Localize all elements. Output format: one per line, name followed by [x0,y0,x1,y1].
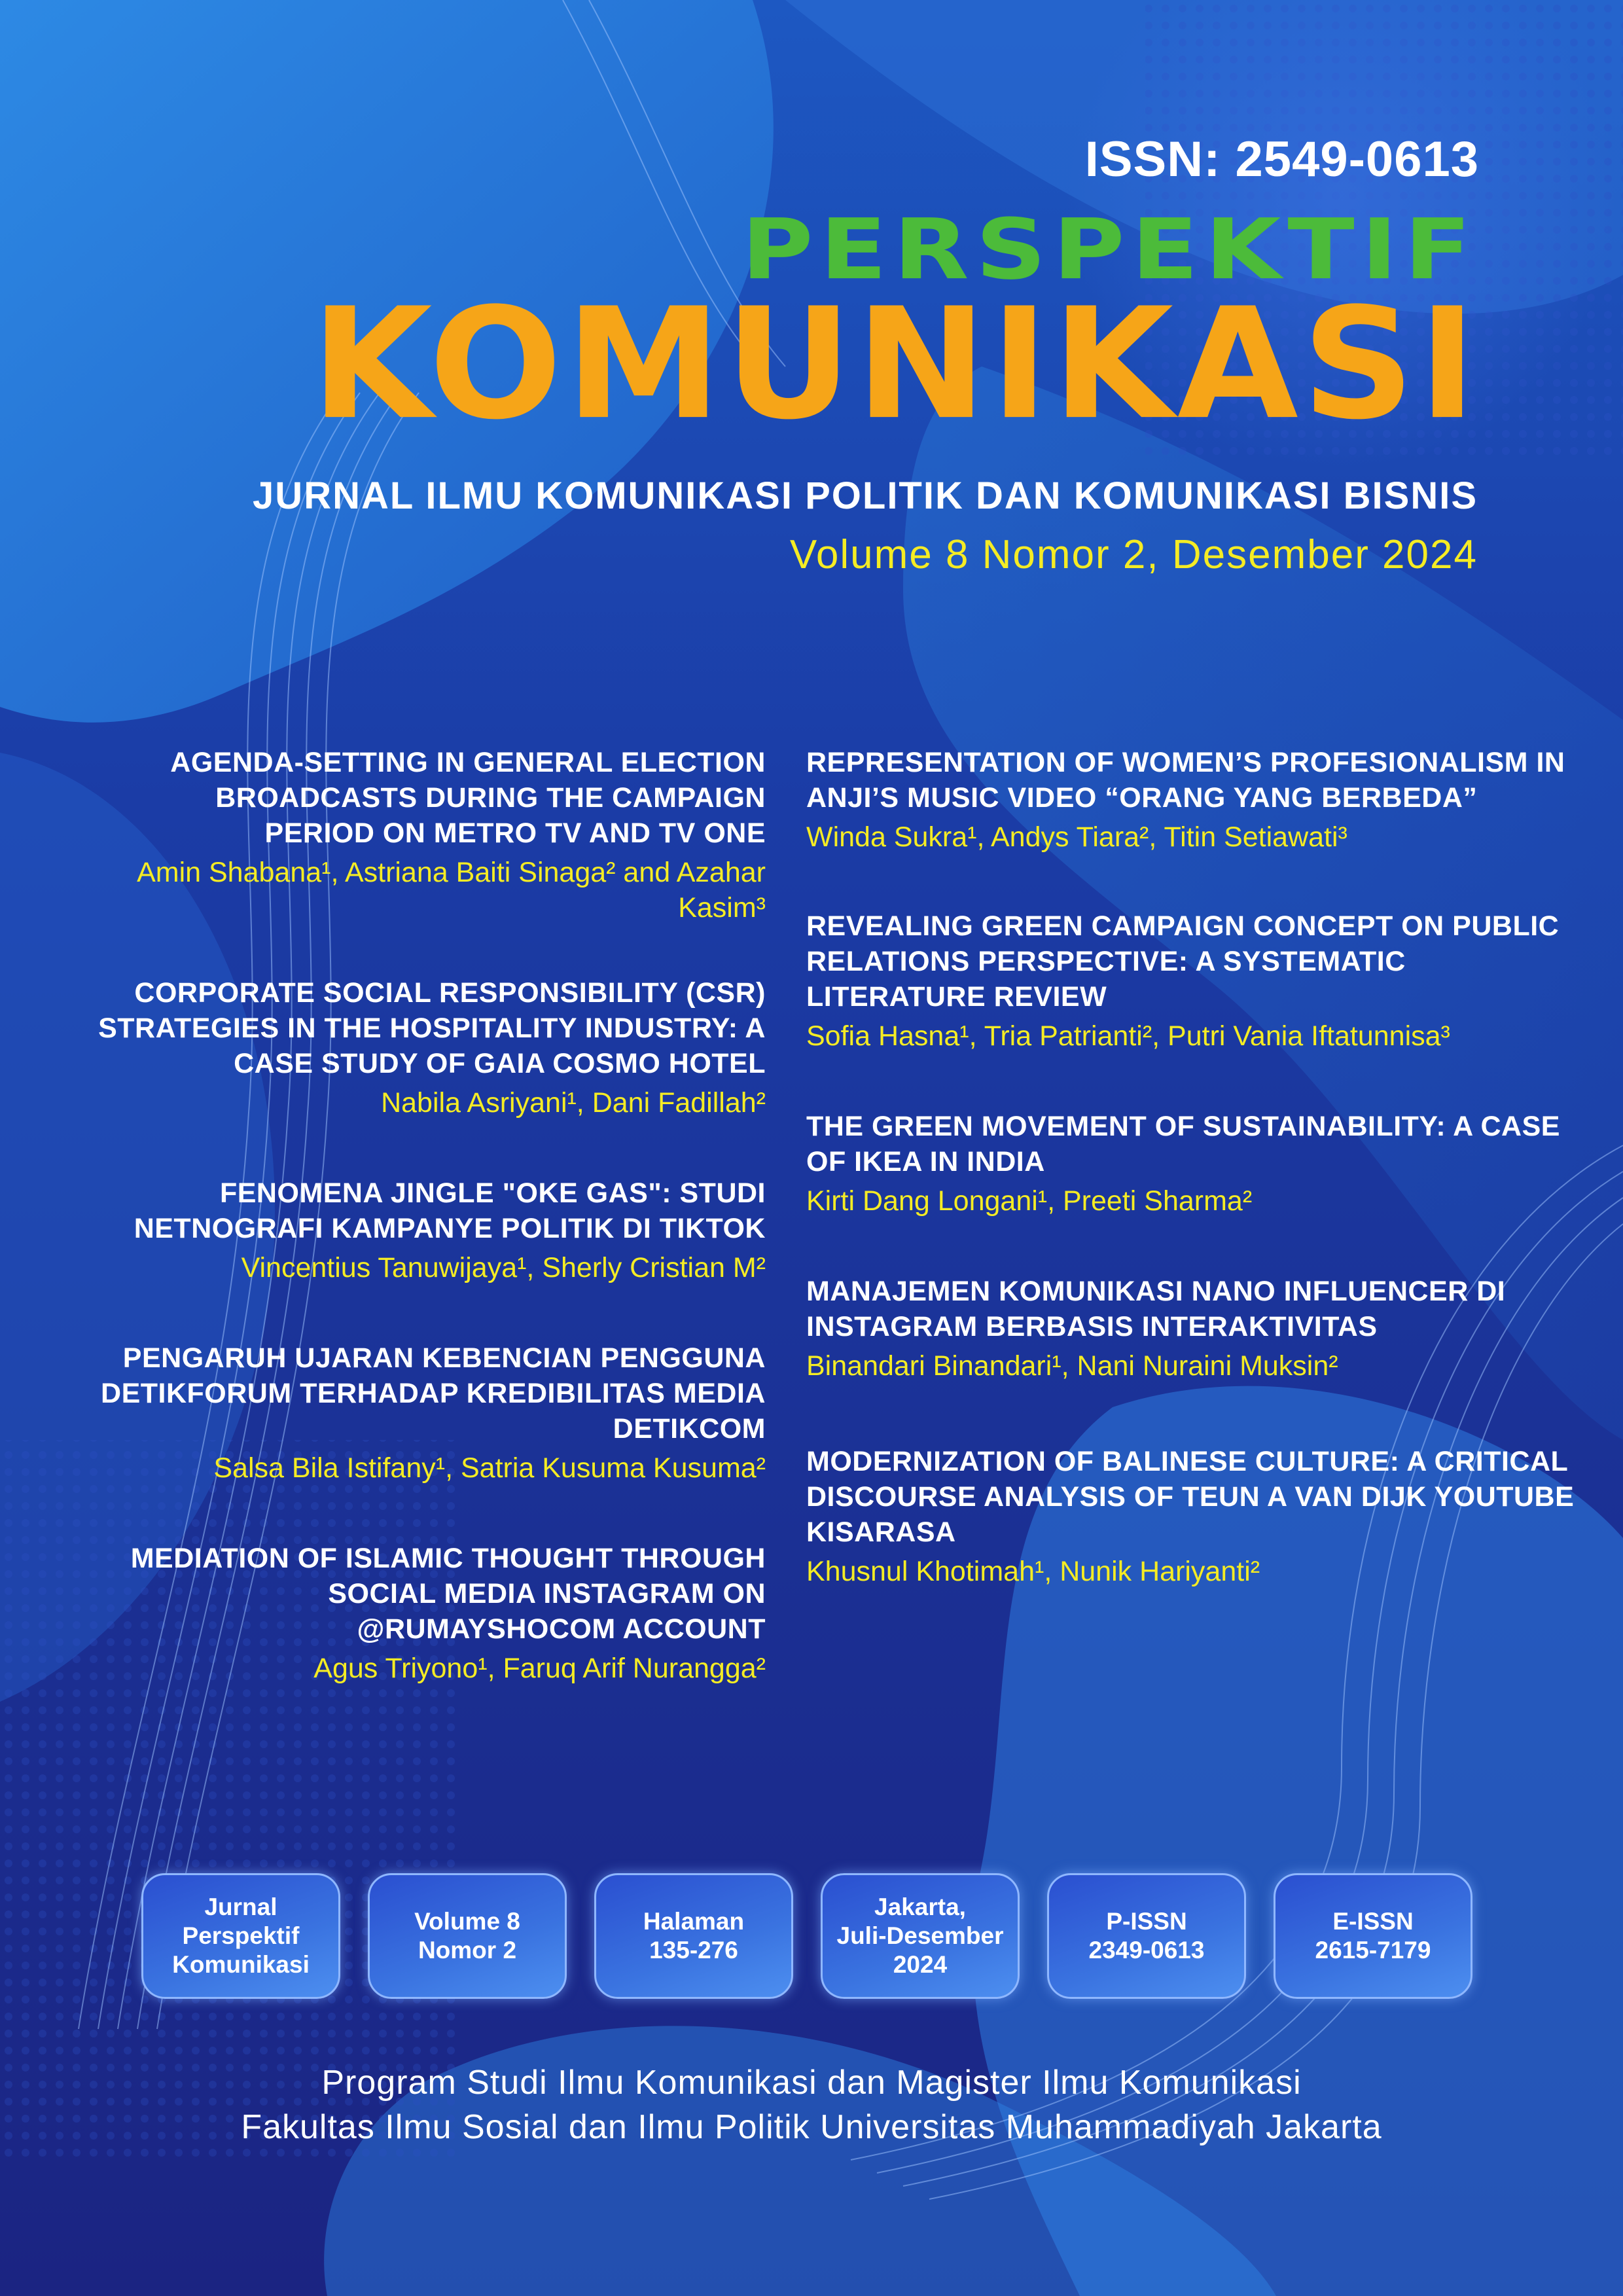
info-pill-journal: Jurnal Perspektif Komunikasi [141,1873,340,1999]
article-authors: Nabila Asriyani¹, Dani Fadillah² [381,1087,766,1119]
footer-faculty: Fakultas Ilmu Sosial dan Ilmu Politik Universitas Muhammadiyah Jakarta [241,2108,1382,2146]
article-entry [806,1444,1578,1589]
article-title: MEDIATION OF ISLAMIC THOUGHT THROUGH SOCIAL MEDIA INSTAGRAM ON @RUMAYSHOCOM ACCOUNT [130,1543,766,1645]
article-authors: Vincentius Tanuwijaya¹, Sherly Cristian M² [241,1252,766,1283]
article-authors: Khusnul Khotimah¹, Nunik Hariyanti² [806,1556,1260,1587]
article-authors: Amin Shabana¹, Astriana Baiti Sinaga² and Azahar Kasim³ [137,857,766,924]
volume-issue-line: Volume 8 Nomor 2, Desember 2024 [789,532,1478,577]
article-authors: Salsa Bila Istifany¹, Satria Kusuma Kusuma² [213,1452,766,1484]
article-entry [98,745,766,925]
article-title: CORPORATE SOCIAL RESPONSIBILITY (CSR) STRATEGIES IN THE HOSPITALITY INDUSTRY: A CASE STUDY OF GAIA COSMO HOTEL [98,977,766,1079]
article-title: REVEALING GREEN CAMPAIGN CONCEPT ON PUBLIC RELATIONS PERSPECTIVE: A SYSTEMATIC LITERATURE REVIEW [806,910,1560,1013]
article-entry [98,1541,766,1686]
journal-subtitle: JURNAL ILMU KOMUNIKASI POLITIK DAN KOMUNIKASI BISNIS [253,475,1478,517]
info-pill-pages: Halaman 135-276 [594,1873,793,1999]
article-authors: Winda Sukra¹, Andys Tiara², Titin Setiawati³ [806,821,1347,853]
info-pill-date: Jakarta, Juli-Desember 2024 [821,1873,1020,1999]
masthead-word-perspektif: PERSPEKTIF [741,201,1478,298]
article-entry [98,1340,766,1486]
article-title: REPRESENTATION OF WOMEN’S PROFESIONALISM IN ANJI’S MUSIC VIDEO “ORANG YANG BERBEDA” [806,747,1565,814]
article-title: FENOMENA JINGLE "OKE GAS": STUDI NETNOGRAFI KAMPANYE POLITIK DI TIKTOK [134,1177,766,1244]
article-authors: Kirti Dang Longani¹, Preeti Sharma² [806,1185,1253,1217]
footer-program: Program Studi Ilmu Komunikasi dan Magister Ilmu Komunikasi [321,2064,1302,2102]
article-title: AGENDA-SETTING IN GENERAL ELECTION BROADCASTS DURING THE CAMPAIGN PERIOD ON METRO TV AND TV ONE [170,747,766,849]
article-title: MODERNIZATION OF BALINESE CULTURE: A CRITICAL DISCOURSE ANALYSIS OF TEUN A VAN DIJK YOUTUBE KISARASA [806,1446,1575,1548]
article-entry [806,745,1578,855]
info-pill-volume: Volume 8 Nomor 2 [368,1873,567,1999]
article-authors: Binandari Binandari¹, Nani Nuraini Muksin² [806,1350,1338,1382]
article-title: MANAJEMEN KOMUNIKASI NANO INFLUENCER DI INSTAGRAM BERBASIS INTERAKTIVITAS [806,1276,1506,1342]
article-entry [806,908,1578,1054]
info-pill-p-issn: P-ISSN 2349-0613 [1047,1873,1246,1999]
article-entry [98,1175,766,1285]
info-pill-row [141,1873,1482,2004]
masthead-word-komunikasi: KOMUNIKASI [311,276,1480,454]
article-entry [98,975,766,1121]
article-title: THE GREEN MOVEMENT OF SUSTAINABILITY: A CASE OF IKEA IN INDIA [806,1111,1560,1177]
article-entry [806,1274,1578,1384]
article-authors: Sofia Hasna¹, Tria Patrianti², Putri Vania Iftatunnisa³ [806,1020,1450,1052]
article-title: PENGARUH UJARAN KEBENCIAN PENGGUNA DETIKFORUM TERHADAP KREDIBILITAS MEDIA DETIKCOM [101,1342,766,1444]
article-authors: Agus Triyono¹, Faruq Arif Nurangga² [313,1653,766,1684]
info-pill-e-issn: E-ISSN 2615-7179 [1274,1873,1472,1999]
article-entry [806,1109,1578,1219]
issn-label: ISSN: 2549-0613 [1084,132,1479,187]
